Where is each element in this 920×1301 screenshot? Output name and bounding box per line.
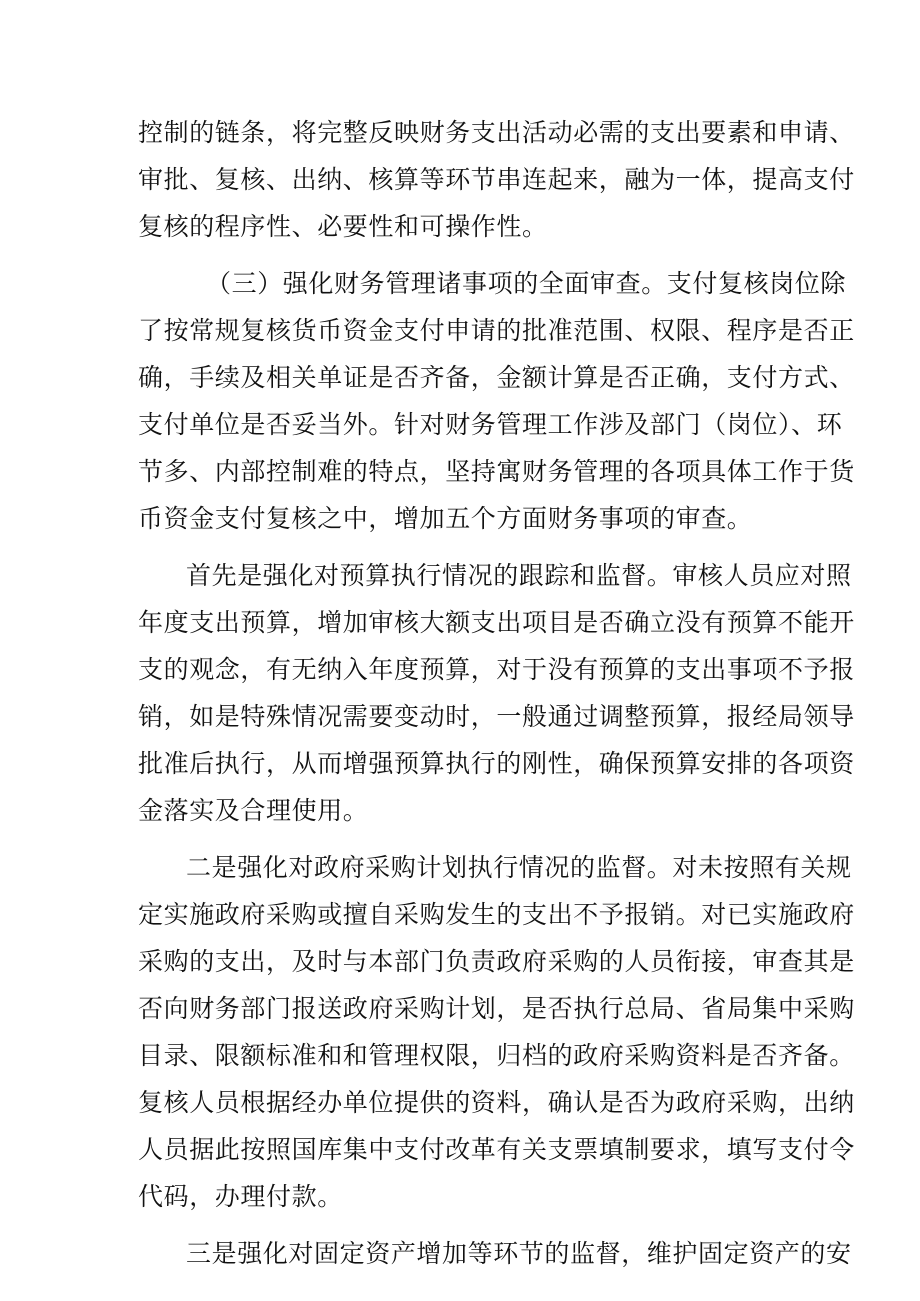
text-line: 人员据此按照国库集中支付改革有关支票填制要求，填写支付令 xyxy=(138,1135,855,1164)
text-line: 复核人员根据经办单位提供的资料，确认是否为政府采购，出纳 xyxy=(138,1088,855,1117)
text-line: 复核的程序性、必要性和可操作性。 xyxy=(138,212,548,241)
text-line: 审批、复核、出纳、核算等环节串连起来，融为一体，提高支付 xyxy=(138,165,855,194)
paragraph-gap xyxy=(138,834,798,844)
text-line: 二是强化对政府采购计划执行情况的监督。对未按照有关规 xyxy=(186,853,852,882)
text-line: 销，如是特殊情况需要变动时，一般通过调整预算，报经局领导 xyxy=(138,702,855,731)
text-line: 三是强化对固定资产增加等环节的监督，维护固定资产的安 xyxy=(186,1239,852,1268)
paragraph-gap xyxy=(138,542,798,552)
text-line: 目录、限额标准和和管理权限，归档的政府采购资料是否齐备。 xyxy=(138,1041,855,1070)
text-line: 控制的链条，将完整反映财务支出活动必需的支出要素和申请、 xyxy=(138,118,855,147)
text-line: 支付单位是否妥当外。针对财务管理工作涉及部门（岗位）、环 xyxy=(138,410,843,439)
paragraph-gap xyxy=(138,1220,798,1230)
body-text xyxy=(138,109,855,1277)
paragraph-gap xyxy=(138,250,798,260)
text-line: 节多、内部控制难的特点，坚持寓财务管理的各项具体工作于货 xyxy=(138,457,855,486)
text-line: 采购的支出，及时与本部门负责政府采购的人员衔接，审查其是 xyxy=(138,947,855,976)
text-line: 代码，办理付款。 xyxy=(138,1182,343,1211)
text-line: 否向财务部门报送政府采购计划，是否执行总局、省局集中采购 xyxy=(138,994,855,1023)
text-line: （三）强化财务管理诸事项的全面审查。支付复核岗位除 xyxy=(206,269,847,298)
text-line: 支的观念，有无纳入年度预算，对于没有预算的支出事项不予报 xyxy=(138,655,855,684)
text-line: 年度支出预算，增加审核大额支出项目是否确立没有预算不能开 xyxy=(138,608,855,637)
text-line: 首先是强化对预算执行情况的跟踪和监督。审核人员应对照 xyxy=(186,561,852,590)
paragraph-4 xyxy=(138,844,855,1220)
text-line: 了按常规复核货币资金支付申请的批准范围、权限、程序是否正 xyxy=(138,316,855,345)
paragraph-5 xyxy=(138,1230,852,1277)
text-line: 批准后执行，从而增强预算执行的刚性，确保预算安排的各项资 xyxy=(138,749,855,778)
text-line: 确，手续及相关单证是否齐备，金额计算是否正确，支付方式、 xyxy=(138,363,855,392)
paragraph-2 xyxy=(138,260,855,542)
paragraph-1 xyxy=(138,109,855,250)
paragraph-3 xyxy=(138,552,855,834)
text-line: 金落实及合理使用。 xyxy=(138,796,369,825)
text-line: 币资金支付复核之中，增加五个方面财务事项的审查。 xyxy=(138,504,753,533)
text-line: 定实施政府采购或擅自采购发生的支出不予报销。对已实施政府 xyxy=(138,900,855,929)
